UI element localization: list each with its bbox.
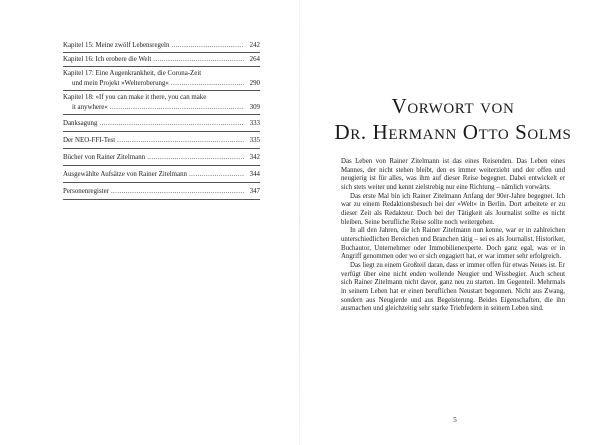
toc-entry-title-continued: und mein Projekt »Welteroberung«: [72, 80, 169, 87]
toc-entry: [63, 91, 260, 115]
toc-entry-title: Kapitel 15: Meine zwölf Lebensregeln: [63, 42, 170, 49]
toc-entry: [63, 67, 260, 91]
toc-page-number: 335: [249, 137, 260, 144]
toc-entry: [63, 149, 260, 166]
toc-leader: [99, 119, 244, 129]
toc-page-number: 309: [249, 104, 260, 111]
chapter-heading: [328, 93, 578, 145]
toc-entry: [63, 132, 260, 149]
table-of-contents: [63, 41, 260, 200]
paragraph: In all den Jahren, die ich Rainer Zitelmann nun kenne, war er in zahlreichen unterschiedlichen Bereichen und Branchen tätig – sei es als Journalist, Historiker, Buchautor, Unternehmer oder Immobilienexperte. Doch ganz egal, was er in Angriff genommen oder wo er sich engagiert hat, er war immer sehr erfolgreich.: [341, 227, 565, 261]
toc-leader: [147, 153, 244, 163]
toc-entry: [63, 166, 260, 183]
paragraph: Das liegt zu einem Großteil daran, dass er immer offen für etwas Neues ist. Er verfügt über eine nicht enden wollende Neugier und Wissbegier. Auch scheut sich Rainer Zitelmann nicht davor, ganz neu zu starten. Im Gegenteil. Mehrmals in seinem Leben hat er einen beruflichen Neustart begonnen. Nicht aus Zwang, sondern aus Neugierde und aus Begeisterung. Beides Eigenschaften, die ihn ausmachen und gleichzeitig sehr starke Triebfedern in seinem Leben sind.: [341, 261, 565, 313]
toc-entry: [63, 53, 260, 67]
toc-leader: [111, 187, 244, 197]
right-page: [300, 0, 600, 445]
toc-leader: [189, 170, 244, 180]
toc-page-number: 347: [249, 188, 260, 195]
heading-line-2: Dr. Hermann Otto Solms: [334, 120, 572, 144]
paragraph: Das Leben von Rainer Zitelmann ist das eines Reisenden. Das Leben eines Mannes, der nicht stehen bleibt, den es immer weiterzieht und der offen und neugierig ist für alles, was ihm auf dieser Reise begegnet. Dabei entwickelt er sich stets weiter und kennt zielstrebig nur eine Richtung – nämlich vorwärts.: [341, 158, 565, 191]
toc-page-number: 333: [249, 120, 260, 127]
toc-entry-title: Bücher von Rainer Zitelmann: [63, 154, 146, 161]
toc-leader: [171, 41, 244, 51]
toc-entry: [63, 183, 260, 200]
toc-leader: [117, 136, 244, 146]
toc-entry-title: Kapitel 16: Ich erobere die Welt: [63, 56, 152, 63]
toc-entry: [63, 41, 260, 53]
toc-page-number: 290: [249, 80, 260, 87]
toc-leader: [171, 79, 244, 89]
toc-entry-title-continued: it anywhere«: [72, 104, 108, 111]
toc-page-number: 342: [249, 154, 260, 161]
toc-entry-title: Der NEO-FFI-Test: [63, 137, 116, 144]
toc-page-number: 264: [249, 56, 260, 63]
page-number: 5: [453, 416, 457, 424]
toc-entry-title: Danksagung: [63, 120, 98, 127]
paragraph: Das erste Mal bin ich Rainer Zitelmann Anfang der 90er-Jahre begegnet. Ich war zu einem Redaktionsbesuch bei der »Welt« in Berlin. Dort arbeitete er zu dieser Zeit als Redakteur. Doch bei der Tätigkeit als Journalist sollte es nicht bleiben. Seine berufliche Reise sollte noch weitergehen.: [341, 192, 565, 226]
toc-entry: [63, 115, 260, 132]
toc-entry-title: Ausgewählte Aufsätze von Rainer Zitelmann: [63, 171, 187, 178]
heading-line-1: Vorwort von: [391, 94, 515, 118]
toc-leader: [153, 55, 244, 65]
toc-page-number: 242: [249, 42, 260, 49]
toc-page-number: 344: [249, 171, 260, 178]
toc-entry-title: Personenregister: [63, 188, 109, 195]
foreword-body: [341, 158, 565, 314]
toc-entry-title: Kapitel 18: »If you can make it there, you can make: [63, 94, 207, 101]
toc-leader: [110, 103, 244, 113]
toc-entry-title: Kapitel 17: Eine Augenkrankheit, die Corona-Zeit: [63, 70, 202, 77]
